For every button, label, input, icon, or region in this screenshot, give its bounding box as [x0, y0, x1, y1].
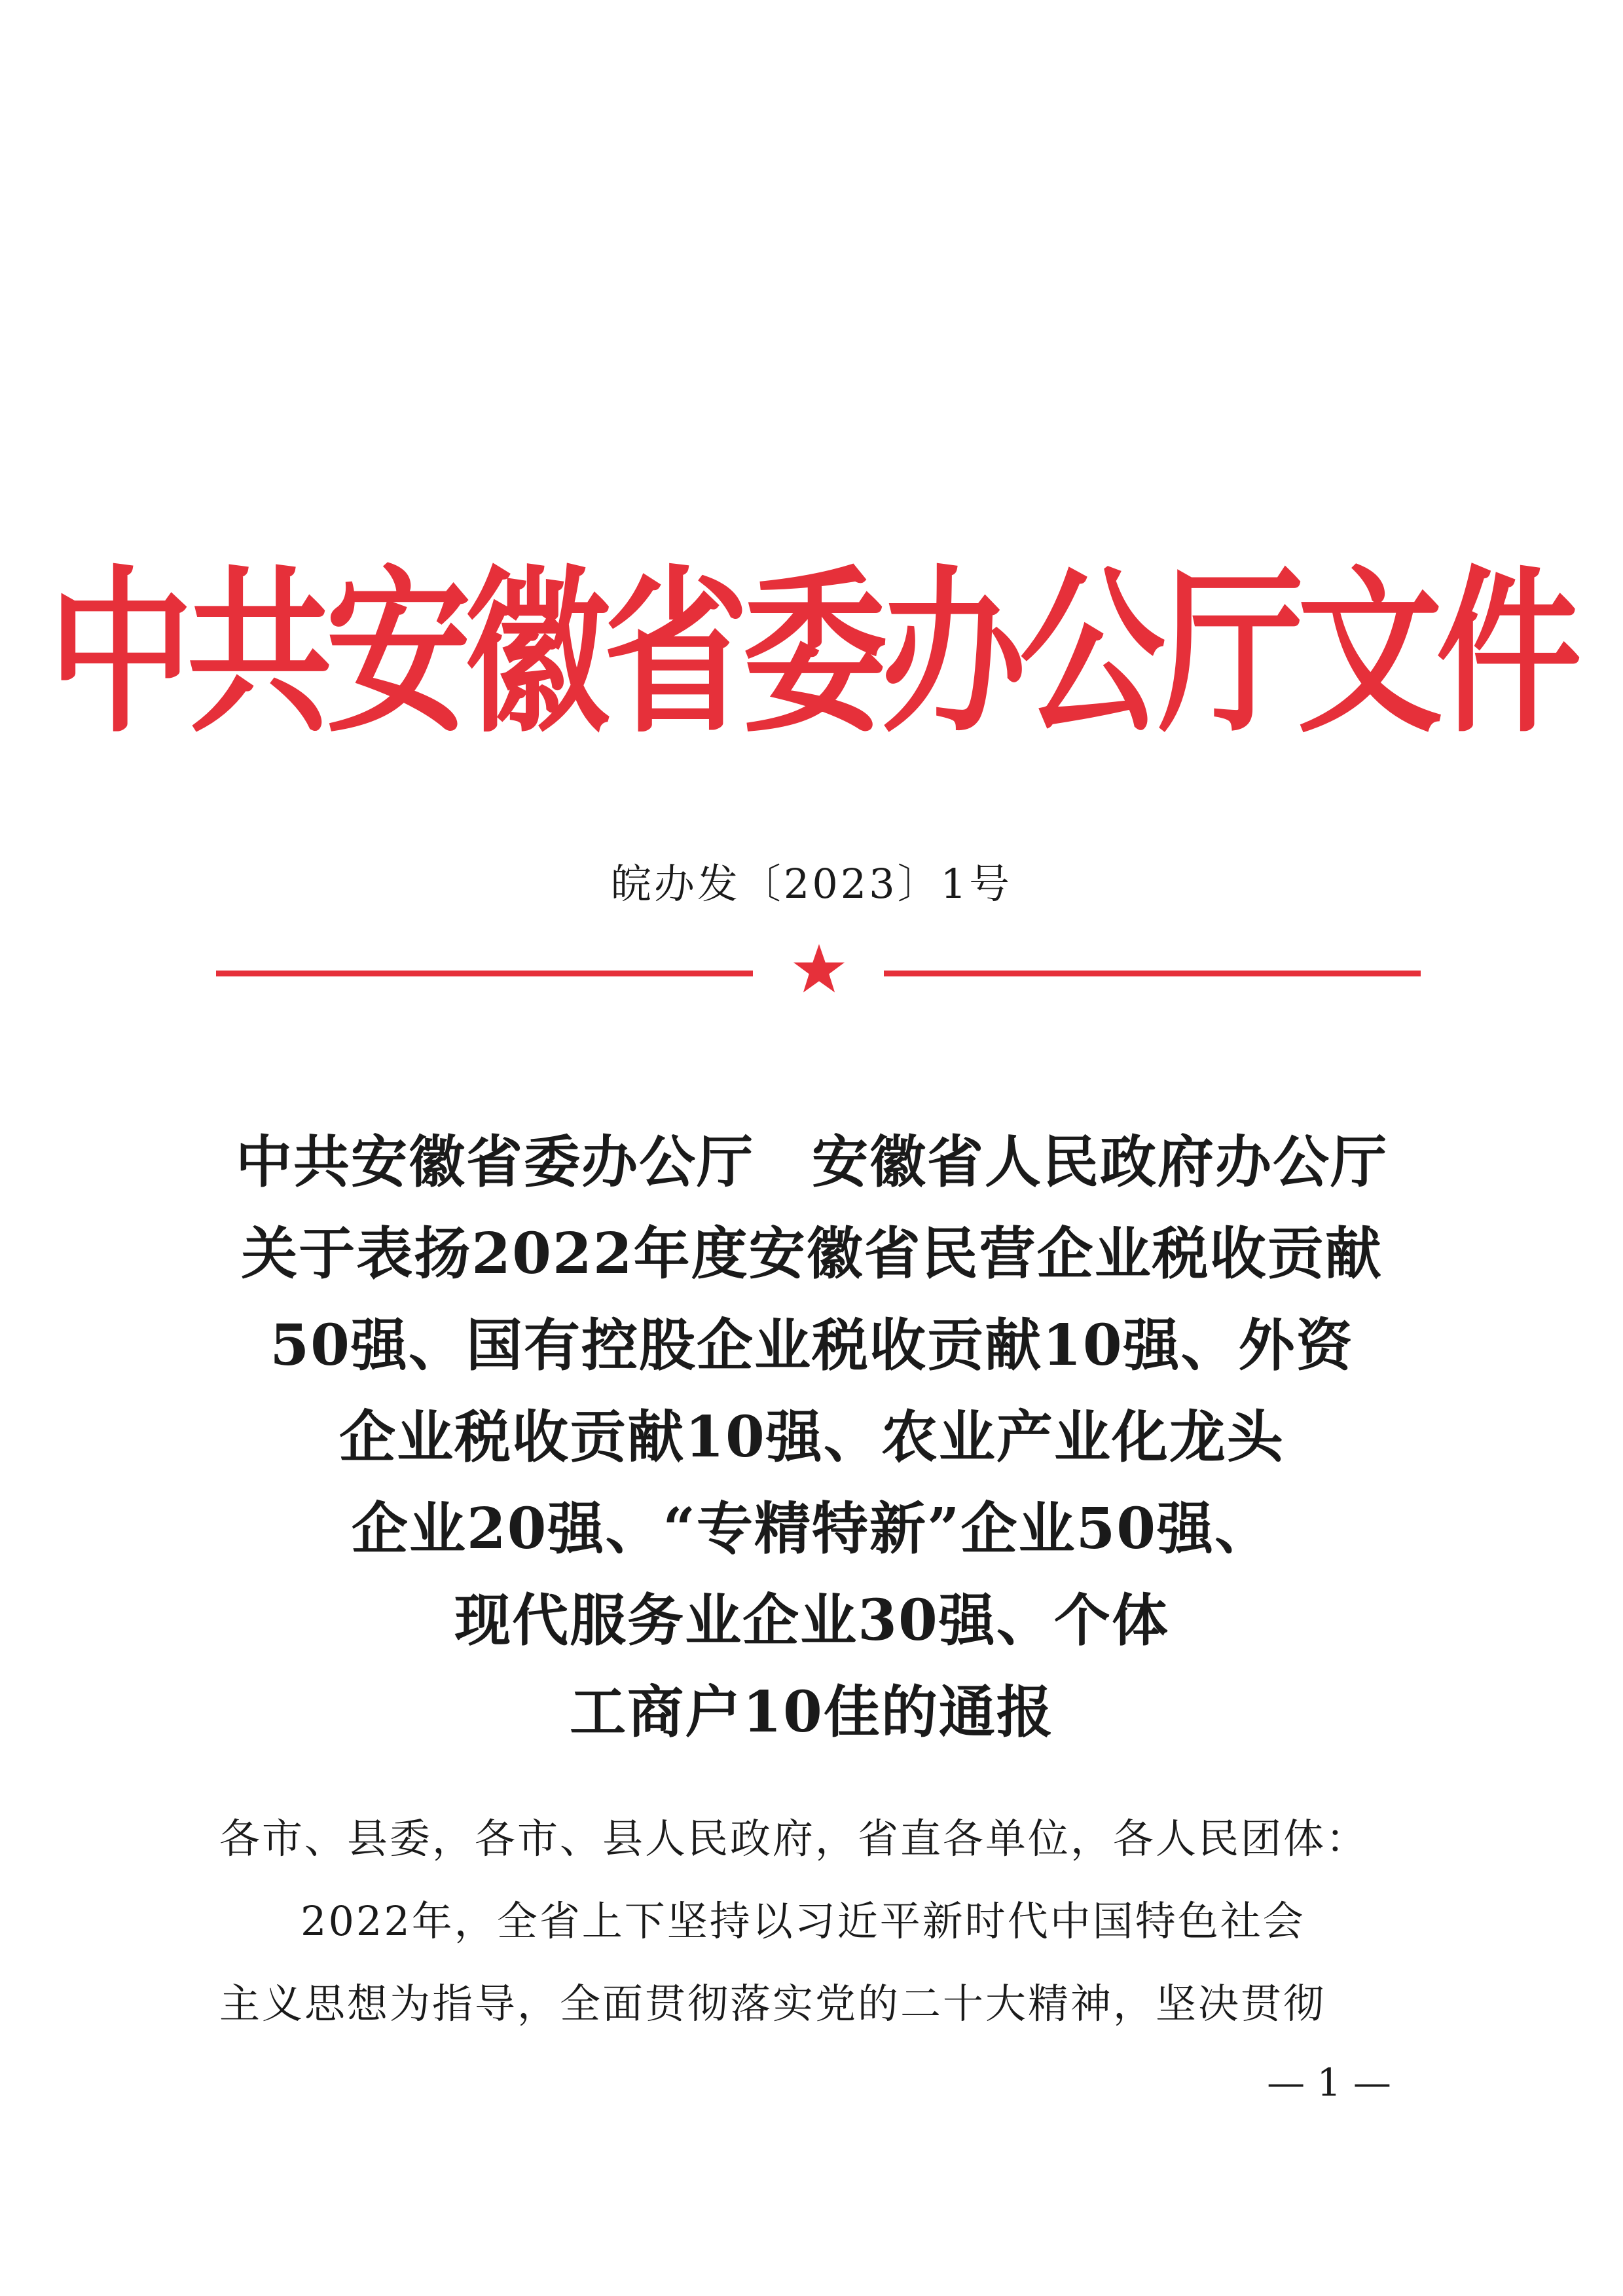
page-number: — 1 —	[1267, 2060, 1391, 2105]
notice-title-line: 关于表扬2022年度安徽省民营企业税收贡献	[241, 1221, 1383, 1287]
star-icon	[792, 943, 846, 997]
paragraph-line: 主义思想为指导，全面贯彻落实党的二十大精神，坚决贯彻	[219, 1980, 1326, 2028]
red-divider	[216, 943, 1421, 1002]
divider-line-left	[216, 971, 753, 976]
notice-title-line: 中共安徽省委办公厅 安徽省人民政府办公厅	[236, 1129, 1388, 1195]
body-text	[219, 1798, 1417, 2045]
paragraph-line: 2022年，全省上下坚持以习近平新时代中国特色社会	[301, 1897, 1305, 1945]
divider-line-right	[884, 971, 1421, 976]
document-number: 皖办发〔2023〕1号	[610, 860, 1013, 908]
notice-title-line: 工商户10佳的通报	[570, 1679, 1054, 1745]
notice-title	[196, 1117, 1427, 1758]
notice-title-line: 企业20强、“专精特新”企业50强、	[351, 1496, 1273, 1562]
salutation: 各市、县委，各市、县人民政府，省直各单位，各人民团体：	[219, 1815, 1369, 1862]
notice-title-line: 企业税收贡献10强、农业产业化龙头	[339, 1404, 1285, 1470]
notice-title-line: 现代服务业企业30强、个体	[454, 1587, 1169, 1654]
notice-title-line: 50强、国有控股企业税收贡献10强、外资	[270, 1312, 1354, 1379]
document-header-title: 中共安徽省委办公厅文件	[48, 551, 1575, 757]
